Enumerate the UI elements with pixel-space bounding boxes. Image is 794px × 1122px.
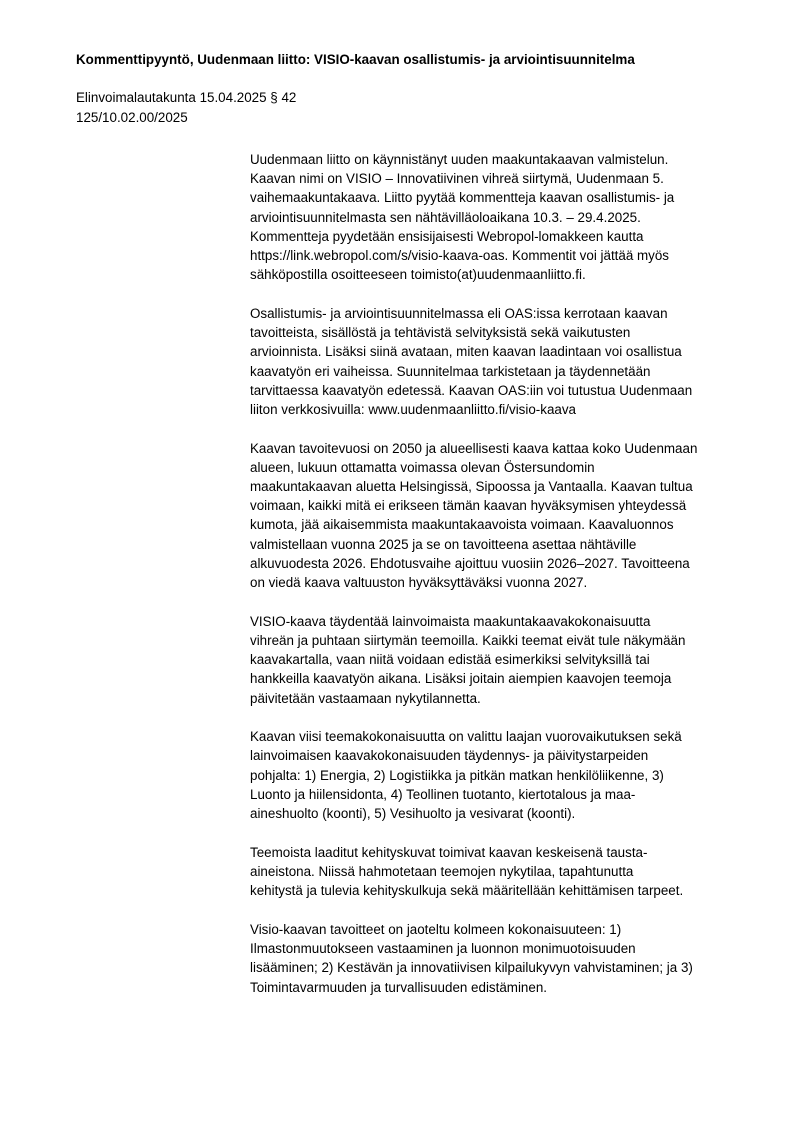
body-paragraph [250, 727, 742, 823]
paragraph-line: Toimintavarmuuden ja turvallisuuden edistäminen. [250, 979, 547, 995]
paragraph-line: kaavakartalla, vaan niitä voidaan edistää esimerkiksi selvityksillä tai [250, 652, 650, 668]
paragraph-line: aineistona. Niissä hahmotetaan teemojen nykytilaa, tapahtunutta [250, 864, 634, 879]
paragraph-line: valmistellaan vuonna 2025 ja se on tavoitteena asettaa nähtäville [250, 536, 637, 552]
paragraph-line: arvioinnista. Lisäksi siinä avataan, miten kaavan laadintaan voi osallistua [250, 344, 682, 360]
paragraph-line: sähköpostilla osoitteeseen toimisto(at)uudenmaanliitto.fi. [250, 267, 586, 283]
paragraph-line: Osallistumis- ja arviointisuunnitelmassa eli OAS:issa kerrotaan kaavan [250, 305, 668, 321]
paragraph-line: tavoitteista, sisällöstä ja tehtävistä selvityksistä sekä vaikutusten [250, 325, 631, 341]
paragraph-line: Kommentteja pyydetään ensisijaisesti Webropol-lomakkeen kautta [250, 228, 644, 244]
paragraph-line: arviointisuunnitelmasta sen nähtävilläoloaikana 10.3. – 29.4.2025. [250, 209, 641, 225]
paragraph-line: Uudenmaan liitto on käynnistänyt uuden maakuntakaavan valmistelun. [250, 152, 669, 167]
paragraph-line: voimaan, kaikki mitä ei erikseen tämän kaavan hyväksymisen yhteydessä [250, 498, 687, 514]
paragraph-line: Kaavan viisi teemakokonaisuutta on valittu laajan vuorovaikutuksen sekä [250, 729, 682, 745]
paragraph-line: VISIO-kaava täydentää lainvoimaista maakuntakaavakokonaisuutta [250, 613, 651, 629]
paragraph-line: kehitystä ja tulevia kehityskulkuja sekä määritellään kehittämisen tarpeet. [250, 883, 684, 899]
paragraph-line: päivitetään vastaamaan nykytilannetta. [250, 690, 481, 706]
paragraph-line: vihreän ja puhtaan siirtymän teemoilla. Kaikki teemat eivät tule näkymään [250, 632, 686, 648]
document-body [250, 150, 742, 1016]
document-title: Kommenttipyyntö, Uudenmaan liitto: VISIO-kaavan osallistumis- ja arviointisuunnitelma [76, 52, 635, 67]
paragraph-line: kaavatyön eri vaiheissa. Suunnitelmaa tarkistetaan ja täydennetään [250, 363, 651, 379]
paragraph-line: Luonto ja hiilensidonta, 4) Teollinen tuotanto, kiertotalous ja maa- [250, 786, 636, 802]
body-paragraph [250, 843, 742, 901]
paragraph-line: alkuvuodesta 2026. Ehdotusvaihe ajoittuu vuosiin 2026–2027. Tavoitteena [250, 555, 690, 571]
body-paragraph [250, 612, 742, 708]
paragraph-line: Teemoista laaditut kehityskuvat toimivat kaavan keskeisenä tausta- [250, 844, 648, 860]
paragraph-line: lainvoimaisen kaavakokonaisuuden täydennys- ja päivitystarpeiden [250, 748, 649, 764]
paragraph-line: hankkeilla kaavatyön aikana. Lisäksi joitain aiempien kaavojen teemoja [250, 671, 672, 687]
body-paragraph [250, 150, 742, 284]
document-meta [76, 88, 296, 127]
paragraph-line: vaihemaakuntakaava. Liitto pyytää kommentteja kaavan osallistumis- ja [250, 190, 675, 206]
paragraph-line: Visio-kaavan tavoitteet on jaoteltu kolmeen kokonaisuuteen: 1) [250, 921, 622, 937]
paragraph-line: Ilmastonmuutokseen vastaaminen ja luonnon monimuotoisuuden [250, 941, 636, 957]
paragraph-line: aineshuolto (koonti), 5) Vesihuolto ja vesivarat (koonti). [250, 806, 576, 822]
paragraph-line: on viedä kaava valtuuston hyväksyttäväksi vuonna 2027. [250, 575, 588, 591]
paragraph-line: https://link.webropol.com/s/visio-kaava-oas. Kommentit voi jättää myös [250, 248, 669, 264]
body-paragraph [250, 304, 742, 419]
paragraph-line: Kaavan nimi on VISIO – Innovatiivinen vihreä siirtymä, Uudenmaan 5. [250, 171, 664, 187]
paragraph-line: maakuntakaavan aluetta Helsingissä, Sipoossa ja Vantaalla. Kaavan tultua [250, 479, 693, 495]
paragraph-line: lisääminen; 2) Kestävän ja innovatiivisen kilpailukyvyn vahvistaminen; ja 3) [250, 960, 693, 976]
paragraph-line: Kaavan tavoitevuosi on 2050 ja alueellisesti kaava kattaa koko Uudenmaan [250, 440, 698, 456]
paragraph-line: kumota, jää aikaisemmista maakuntakaavoista voimaan. Kaavaluonnos [250, 517, 674, 533]
meeting-line: Elinvoimalautakunta 15.04.2025 § 42 [76, 90, 297, 105]
body-paragraph [250, 920, 742, 997]
paragraph-line: tarvittaessa kaavatyön edetessä. Kaavan OAS:iin voi tutustua Uudenmaan [250, 382, 693, 398]
paragraph-line: pohjalta: 1) Energia, 2) Logistiikka ja pitkän matkan henkilöliikenne, 3) [250, 767, 664, 783]
paragraph-line: liiton verkkosivuilla: www.uudenmaanliitto.fi/visio-kaava [250, 401, 576, 417]
paragraph-line: alueen, lukuun ottamatta voimassa olevan Östersundomin [250, 459, 595, 475]
reference-number: 125/10.02.00/2025 [76, 109, 188, 125]
body-paragraph [250, 439, 742, 593]
